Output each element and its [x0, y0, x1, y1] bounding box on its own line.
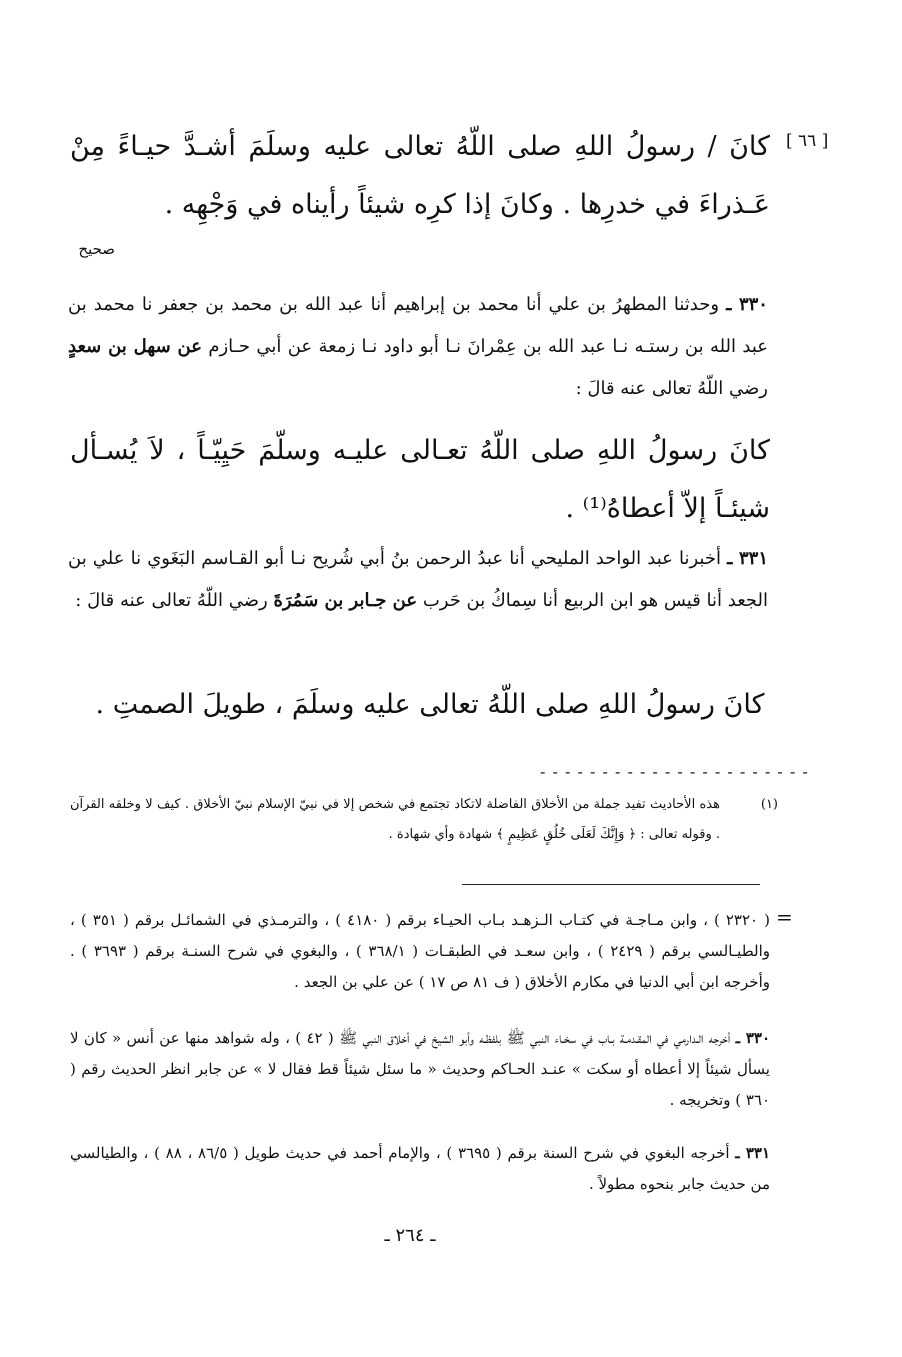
isnad-text: وحدثنا المطهرُ بن علي أنا محمد بن إبراهيم أنا عبد الله بن محمد بن جعفر نا محمد بن عبد الله بن رستـه نـا عبد الله بن عِمْرانَ نـا أبو داود نـا زمعة عن أبي حـازم — [68, 294, 768, 357]
note-text: أخرجه البغوي في شرح السنة برقم ( ٣٦٩٥ ) ، والإمام أحمد في حديث طويل ( ٨٦/٥ ، ٨٨ ) ، والطيالسي من حديث جابر بنحوه مطولاً . — [70, 1144, 770, 1193]
isnad-331 — [68, 538, 768, 622]
page-number: ـ ٢٦٤ ـ — [384, 1225, 436, 1246]
note-text: أخرجه الـدارمي في المقـدمـة بـاب في سخـاء النبي ﷺ بلفظـه وأبو الشيخ في أخلاق النبي ﷺ ( ٤٢ ) ، وله شواهد منها عن أنس « كان لا يسأل شيئاً إلا أعطاه أو سكت » عنـد الحـاكم وحديث « ما سئل شيئاً قط فقال لا » عن جابر انظر الحديث رقم ( ٣٦٠ ) وتخريجه . — [70, 1029, 770, 1109]
hadith-text-2: كانَ رسولُ اللهِ صلى اللّهُ تعـالى عليـه وسلّمَ حَيِيّـاً ، لاَ يُسـأل شيئـاً إلاّ أعطاهُ⁽¹⁾ . — [70, 435, 770, 524]
hadith-number: ٣٣١ ـ — [727, 548, 768, 569]
note-number: ٣٣١ ـ — [735, 1144, 770, 1162]
continuation-sign: = — [776, 905, 793, 929]
takhrij-note-330 — [70, 1023, 770, 1116]
page-marker: [ ٦٦ ] — [786, 131, 829, 151]
narrator-name: عن سهل بن سعدٍ — [68, 336, 202, 357]
hadith-text-3: كانَ رسولُ اللهِ صلى اللّهُ تعالى عليه وسلَمَ ، طويلَ الصمتِ . — [95, 689, 765, 720]
note-number: ٣٣٠ ـ — [735, 1029, 770, 1047]
footnote-text: هذه الأحاديث تفيد جملة من الأخلاق الفاضلة لاتكاد تجتمع في شخص إلا في نبيّ الإسلام نبيّ الأخلاق . كيف لا وخلقه القرآن . وقوله تعالى : ﴿ وَإِنَّكَ لَعَلَى خُلُقٍ عَظِيمٍ ﴾ شهادة وأي شهادة . — [70, 797, 720, 842]
isnad-text: أخبرنا عبد الواحد المليحي أنا عبدُ الرحمن بنُ أبي شُريح نـا أبو القـاسم البَغَوي نا علي بن الجعد أنا قيس هو ابن الربيع أنا سِماكُ بن حَرب — [68, 548, 768, 611]
grade-label: صحيح — [78, 240, 115, 258]
notes-divider — [462, 884, 760, 885]
isnad-330 — [68, 284, 768, 410]
hadith-text-1: كانَ / رسولُ اللهِ صلى اللّهُ تعالى عليه وسلَمَ أشـدَّ حيـاءً مِنْ عَـذراءَ في خدرِها . وكانَ إذا كرِه شيئاً رأيناه في وَجْهِه . — [70, 131, 770, 220]
takhrij-note-continued: ( ٢٣٢٠ ) ، وابن مـاجـة في كتـاب الـزهـد بـاب الحيـاء برقم ( ٤١٨٠ ) ، والترمـذي في الشمائـل برقم ( ٣٥١ ) ، والطيـالسي برقم ( ٢٤٢٩ ) ، وابن سعـد في الطبقـات ( ٣٦٨/١ ) ، والبغوي في شرح السنـة برقم ( ٣٦٩٣ ) . وأخرجه ابن أبي الدنيا في مكارم الأخلاق ( ف ٨١ ص ١٧ ) عن علي بن الجعد . — [70, 911, 770, 991]
narrator-name: عن جـابر بن سَمُرَةَ — [273, 590, 418, 611]
isnad-tail: رضي اللّهُ تعالى عنه قالَ : — [575, 378, 768, 399]
isnad-tail: رضي اللّهُ تعالى عنه قالَ : — [75, 590, 268, 611]
footnote — [70, 790, 778, 850]
footnote-number: (١) — [760, 797, 778, 812]
hadith-number: ٣٣٠ ـ — [726, 294, 768, 315]
takhrij-note-331 — [70, 1138, 770, 1200]
footnote-separator: - - - - - - - - - - - - - - - - - - - - - - — [540, 762, 809, 781]
